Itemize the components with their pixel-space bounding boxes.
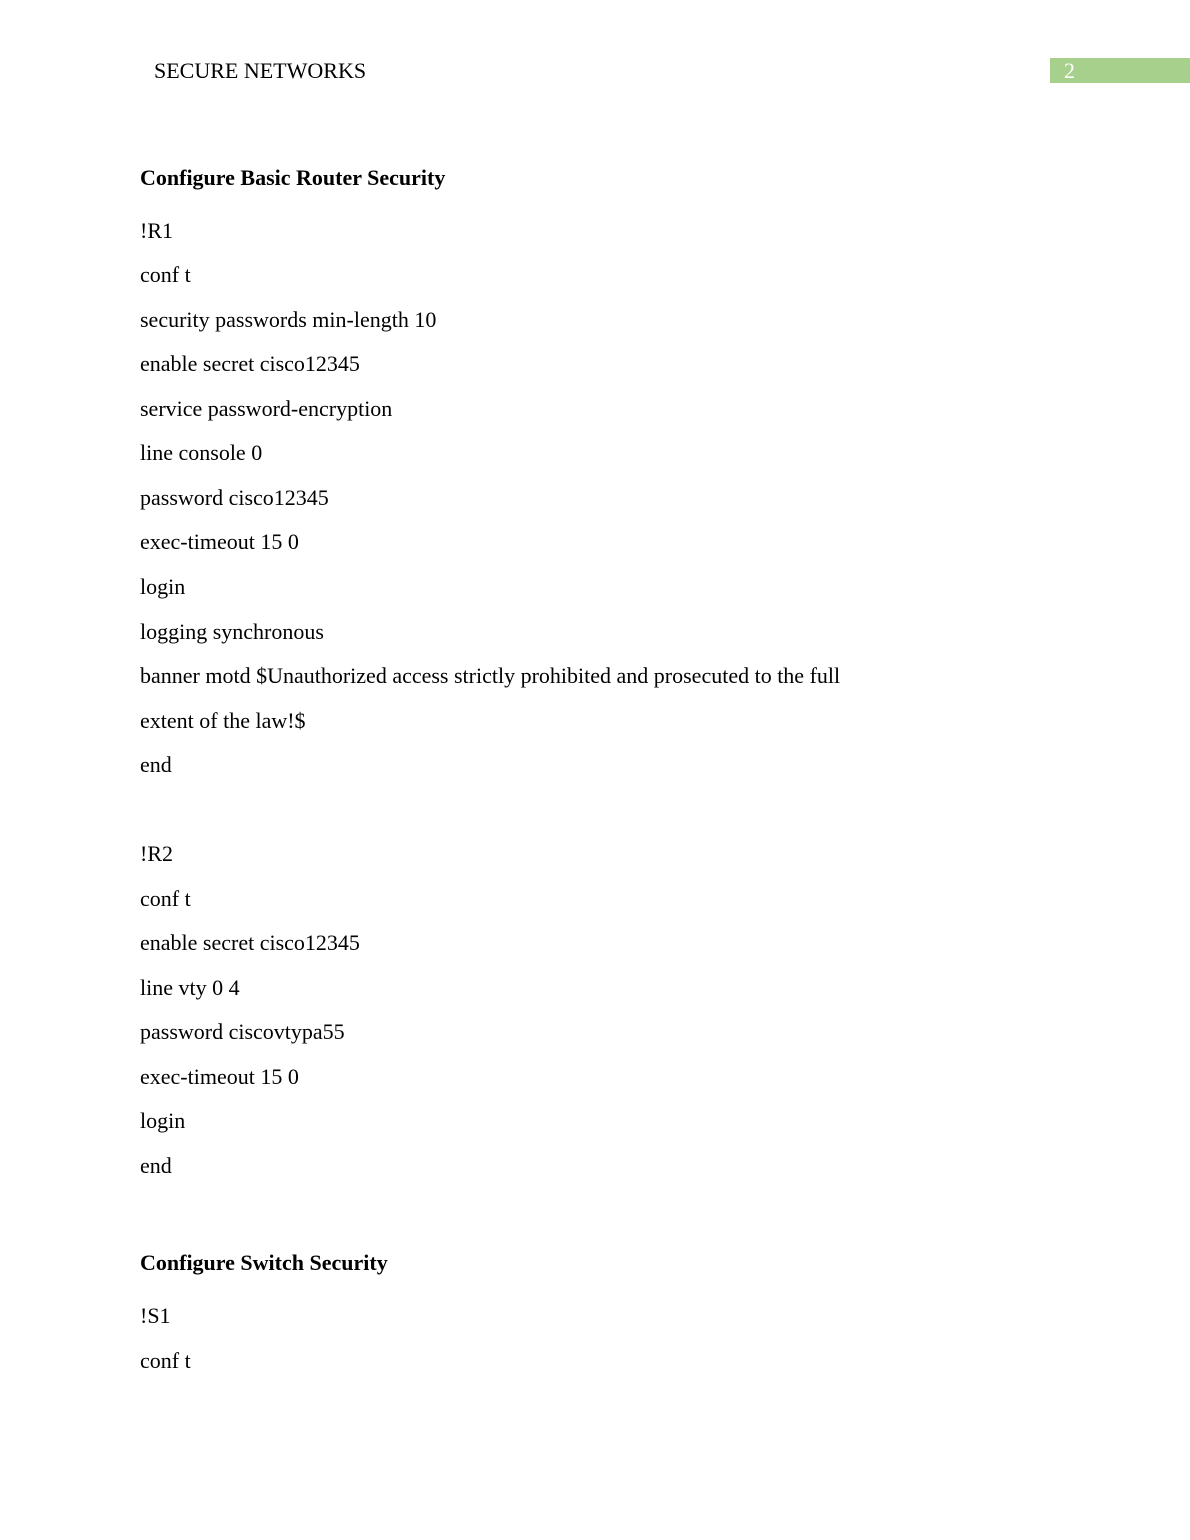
config-line: password ciscovtypa55 — [140, 1019, 345, 1044]
config-line: conf t — [140, 1348, 191, 1373]
config-line: exec-timeout 15 0 — [140, 1064, 299, 1089]
config-line: end — [140, 752, 172, 777]
config-line: extent of the law!$ — [140, 708, 306, 733]
config-line: security passwords min-length 10 — [140, 307, 437, 332]
running-head: SECURE NETWORKS — [154, 58, 367, 83]
config-line: exec-timeout 15 0 — [140, 529, 299, 554]
section-heading: Configure Switch Security — [140, 1250, 388, 1275]
config-line: !R2 — [140, 841, 173, 866]
config-line: !S1 — [140, 1303, 171, 1328]
config-line: logging synchronous — [140, 619, 324, 644]
config-line: end — [140, 1153, 172, 1178]
config-line: banner motd $Unauthorized access strictly prohibited and prosecuted to the full — [140, 663, 841, 688]
config-line: login — [140, 574, 186, 599]
config-line: service password-encryption — [140, 396, 393, 421]
config-line: !R1 — [140, 218, 173, 243]
config-line: line console 0 — [140, 440, 263, 465]
page-number: 2 — [1064, 58, 1075, 83]
config-line: enable secret cisco12345 — [140, 930, 360, 955]
config-line: conf t — [140, 262, 191, 287]
config-line: line vty 0 4 — [140, 975, 240, 1000]
config-line: conf t — [140, 886, 191, 911]
section-heading: Configure Basic Router Security — [140, 165, 446, 190]
config-line: login — [140, 1108, 186, 1133]
config-line: password cisco12345 — [140, 485, 329, 510]
config-line: enable secret cisco12345 — [140, 351, 360, 376]
page-number-bar — [1050, 58, 1190, 83]
